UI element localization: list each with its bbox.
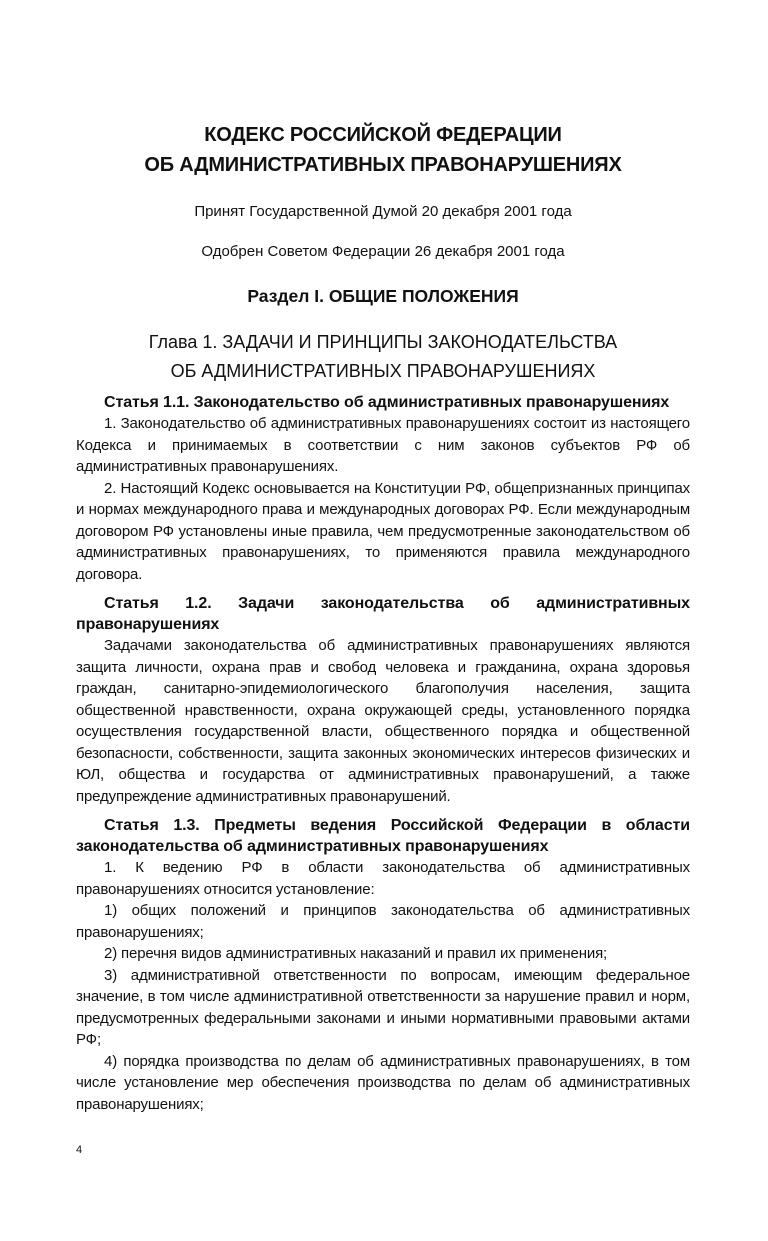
- chapter-line-2: ОБ АДМИНИСТРАТИВНЫХ ПРАВОНАРУШЕНИЯХ: [170, 361, 596, 381]
- article-title: Статья 1.2. Задачи законодательства об административных правонарушениях: [76, 595, 690, 633]
- article-1-1: [76, 392, 690, 585]
- paragraph: 3) административной ответственности по вопросам, имеющим федеральное значение, в том числе административной ответственности за нарушение правил и норм, предусмотренных федеральными законами и иными нормативными правовыми актами РФ;: [76, 966, 690, 1048]
- page-number: 4: [76, 1144, 83, 1156]
- section-heading: Раздел I. ОБЩИЕ ПОЛОЖЕНИЯ: [247, 286, 519, 306]
- paragraph: 2. Настоящий Кодекс основывается на Конституции РФ, общепризнанных принципах и нормах международного права и международных договорах РФ. Если международным договором РФ установлены иные правила, чем предусмотренные законодательством об административных правонарушениях, то применяются правила международного договора.: [76, 479, 690, 583]
- paragraph: 1. Законодательство об административных правонарушениях состоит из настоящего Кодекса и принимаемых в соответствии с ним законов субъектов РФ об административных правонарушениях.: [76, 415, 690, 475]
- document-page: [76, 120, 690, 1115]
- title-line-2: ОБ АДМИНИСТРАТИВНЫХ ПРАВОНАРУШЕНИЯХ: [144, 154, 622, 176]
- document-title: [76, 120, 690, 180]
- chapter-line-1: Глава 1. ЗАДАЧИ И ПРИНЦИПЫ ЗАКОНОДАТЕЛЬСТВА: [148, 332, 618, 352]
- paragraph: Задачами законодательства об административных правонарушениях являются защита личности, охрана прав и свобод человека и гражданина, охрана здоровья граждан, санитарно-эпидемиологического благополучия населения, защита общественной нравственности, охрана окружающей среды, установленного порядка осуществления государственной власти, общественного порядка и общественной безопасности, собственности, защита законных экономических интересов физических и ЮЛ, общества и государства от административных правонарушений, а также предупреждение административных правонарушений.: [76, 637, 690, 805]
- article-1-2: [76, 593, 690, 807]
- paragraph: 1) общих положений и принципов законодательства об административных правонарушениях;: [76, 902, 690, 941]
- paragraph: 1. К ведению РФ в области законодательства об административных правонарушениях относится установление:: [76, 859, 690, 898]
- chapter-heading: [76, 328, 690, 386]
- article-title: Статья 1.3. Предметы ведения Российской Федерации в области законодательства об административных правонарушениях: [76, 817, 690, 855]
- article-title: Статья 1.1. Законодательство об административных правонарушениях: [104, 394, 670, 411]
- approved-note: Одобрен Советом Федерации 26 декабря 2001 года: [201, 243, 565, 260]
- title-line-1: КОДЕКС РОССИЙСКОЙ ФЕДЕРАЦИИ: [204, 124, 562, 146]
- adopted-note: Принят Государственной Думой 20 декабря 2001 года: [194, 203, 572, 220]
- paragraph: 4) порядка производства по делам об административных правонарушениях, в том числе установление мер обеспечения производства по делам об административных правонарушениях;: [76, 1052, 690, 1113]
- paragraph: 2) перечня видов административных наказаний и правил их применения;: [104, 945, 608, 962]
- article-1-3: [76, 815, 690, 1115]
